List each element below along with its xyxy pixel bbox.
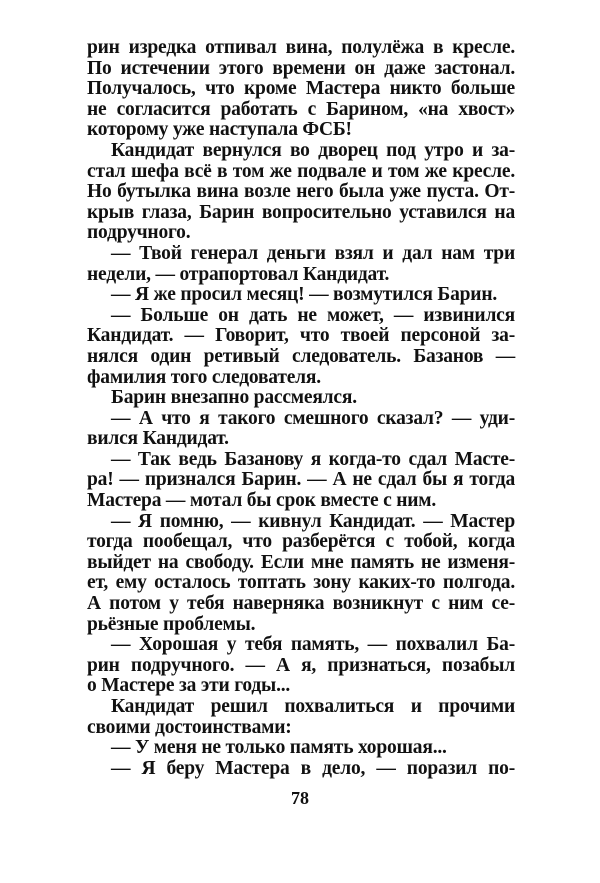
text-line: — Хорошая у тебя память, — похвалил Ба-	[111, 634, 515, 656]
paragraph	[87, 512, 515, 636]
text-line: недели, — отрапортовал Кандидат.	[87, 263, 390, 285]
text-line: подручного.	[87, 222, 191, 244]
text-line: нялся один ретивый следователь. Базанов —	[87, 345, 515, 367]
paragraph	[87, 759, 515, 780]
paragraph	[87, 244, 515, 285]
text-line: — Больше он дать не может, — извинился	[111, 304, 515, 326]
text-line: стал шефа всё в том же подвале и том же кресле.	[87, 160, 515, 182]
text-line: тогда пообещал, что разберётся с тобой, когда	[87, 531, 515, 553]
text-line: Кандидат решил похвалиться и прочими	[111, 696, 515, 717]
text-line: рьёзные проблемы.	[87, 613, 256, 635]
text-line: фамилия того следователя.	[87, 366, 321, 388]
text-line: Получалось, что кроме Мастера никто больше	[87, 78, 515, 100]
text-line: — Твой генерал деньги взял и дал нам три	[111, 242, 515, 264]
text-line: которому уже наступала ФСБ!	[87, 119, 352, 141]
text-line: ет, ему осталось топтать зону каких-то полгода.	[87, 572, 515, 594]
text-line: не согласится работать с Барином, «на хвост»	[87, 98, 515, 120]
text-line: своими достоинствами:	[87, 716, 292, 738]
page-number: 78	[291, 788, 309, 808]
paragraph	[87, 738, 515, 759]
text-line: — Я беру Мастера в дело, — поразил по-	[111, 757, 515, 779]
paragraph	[87, 450, 515, 512]
paragraph	[87, 38, 515, 141]
paragraph	[87, 141, 515, 244]
text-line: По истечении этого времени он даже застонал.	[87, 57, 515, 79]
book-page-text	[87, 38, 515, 779]
text-line: — Я же просил месяц! — возмутился Барин.	[111, 284, 498, 306]
text-line: Но бутылка вина возле него была уже пуста. От-	[87, 181, 515, 203]
text-line: — Я помню, — кивнул Кандидат. — Мастер	[111, 510, 515, 532]
text-line: — Так ведь Базанову я когда-то сдал Масте-	[111, 448, 515, 470]
paragraph	[87, 697, 515, 738]
paragraph	[87, 285, 515, 306]
text-line: рин подручного. — А я, признаться, позабыл	[87, 654, 515, 676]
text-line: выйдет на свободу. Если мне память не изменя-	[87, 551, 515, 573]
paragraph	[87, 306, 515, 388]
text-line: крыв глаза, Барин вопросительно уставился на	[87, 201, 515, 223]
text-line: Барин внезапно рассмеялся.	[111, 387, 357, 409]
paragraph	[87, 635, 515, 697]
text-line: А потом у тебя наверняка возникнут с ним се-	[87, 593, 515, 615]
text-line: Кандидат. — Говорит, что твоей персоной за-	[87, 325, 515, 347]
paragraph	[87, 388, 515, 409]
text-line: Мастера — мотал бы срок вместе с ним.	[87, 490, 437, 512]
text-line: вился Кандидат.	[87, 428, 229, 450]
paragraph	[87, 409, 515, 450]
text-line: — А что я такого смешного сказал? — уди-	[111, 407, 515, 429]
text-line: — У меня не только память хорошая...	[111, 737, 447, 759]
text-line: рин изредка отпивал вина, полулёжа в кресле.	[87, 37, 515, 58]
text-line: ра! — признался Барин. — А не сдал бы я тогда	[87, 469, 515, 491]
text-line: о Мастере за эти годы...	[87, 675, 291, 697]
text-line: Кандидат вернулся во дворец под утро и за-	[111, 139, 515, 161]
